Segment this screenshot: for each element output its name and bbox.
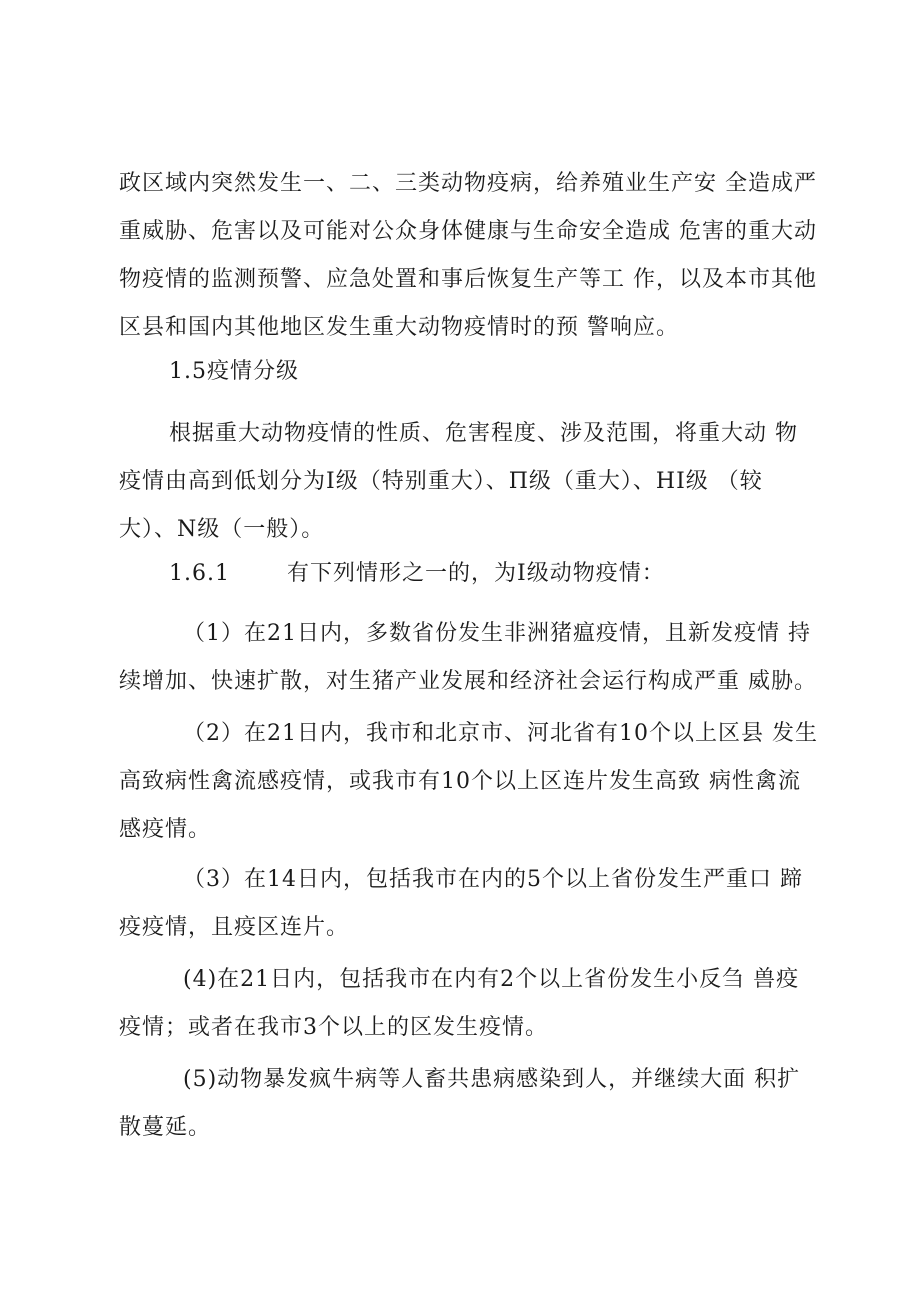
- section-1-6-1-title: 有下列情形之一的，为I级动物疫情：: [287, 561, 665, 586]
- list-item: (4)在21日内，包括我市在内有2个以上省份发生小反刍 兽疫疫情；或者在我市3个以上的区发生疫情。: [119, 967, 800, 1040]
- list-item: (5)动物暴发疯牛病等人畜共患病感染到人，并继续大面 积扩散蔓延。: [119, 1067, 801, 1140]
- list-item: （2）在21日内，我市和北京市、河北省有10个以上区县 发生高致病性禽流感疫情，或我市有10个以上区连片发生高致 病性禽流感疫情。: [119, 721, 818, 842]
- section-1-5-body: 根据重大动物疫情的性质、危害程度、涉及范围，将重大动 物疫情由高到低划分为I级（特别重大）、Π级（重大）、HI级 （较大）、N级（一般）。: [119, 421, 798, 542]
- section-1-6-1-number: 1.6.1: [169, 561, 230, 586]
- list-item: （3）在14日内，包括我市在内的5个以上省份发生严重口 蹄疫疫情，且疫区连片。: [119, 867, 803, 940]
- section-1-5-title: 1.5疫情分级: [169, 359, 299, 384]
- list-item: （1）在21日内，多数省份发生非洲猪瘟疫情，且新发疫情 持续增加、快速扩散，对生猪产业发展和经济社会运行构成严重 威胁。: [119, 621, 817, 694]
- intro-paragraph: 政区域内突然发生一、二、三类动物疫病，给养殖业生产安 全造成严重威胁、危害以及可能对公众身体健康与生命安全造成 危害的重大动物疫情的监测预警、应急处置和事后恢复生产等工 作，以及本市其他区县和国内其他地区发生重大动物疫情时的预 警响应。: [119, 171, 817, 340]
- section-1-6-1-heading: [169, 550, 665, 598]
